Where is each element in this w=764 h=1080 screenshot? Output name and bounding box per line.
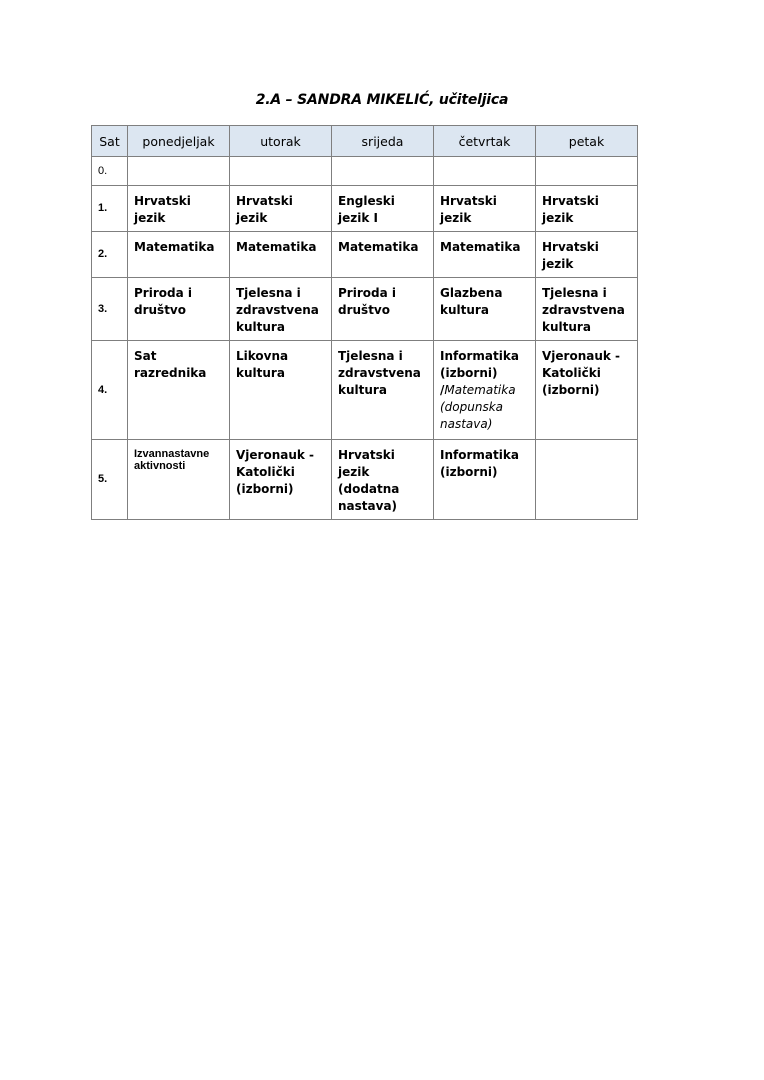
schedule-table [91, 125, 638, 520]
table-cell [230, 157, 332, 186]
header-cell-sat: Sat [92, 126, 128, 157]
header-cell-thursday: četvrtak [434, 126, 536, 157]
table-cell: Priroda i društvo [332, 278, 434, 341]
table-cell: Izvannastavne aktivnosti [128, 440, 230, 520]
table-row [92, 440, 638, 520]
header-cell-tuesday: utorak [230, 126, 332, 157]
header-row [92, 126, 638, 157]
table-cell: Matematika [434, 232, 536, 278]
table-cell: Matematika [230, 232, 332, 278]
period-number: 2. [92, 232, 128, 278]
table-cell [536, 440, 638, 520]
period-number: 0. [92, 157, 128, 186]
table-cell: Matematika [128, 232, 230, 278]
table-cell: Informatika (izborni) [434, 440, 536, 520]
table-cell: Hrvatski jezik (dodatna nastava) [332, 440, 434, 520]
period-number: 4. [92, 341, 128, 440]
table-cell: Hrvatski jezik [434, 186, 536, 232]
table-cell: Glazbena kultura [434, 278, 536, 341]
table-cell: Engleski jezik I [332, 186, 434, 232]
header-cell-friday: petak [536, 126, 638, 157]
table-cell: Hrvatski jezik [536, 186, 638, 232]
cell-note: Matematika (dopunska nastava) [440, 383, 516, 431]
table-row [92, 278, 638, 341]
table-cell: Priroda i društvo [128, 278, 230, 341]
table-cell [434, 157, 536, 186]
table-cell: Hrvatski jezik [230, 186, 332, 232]
period-number: 3. [92, 278, 128, 341]
period-number: 5. [92, 440, 128, 520]
period-number: 1. [92, 186, 128, 232]
table-row [92, 232, 638, 278]
table-cell: Informatika (izborni) /Matematika (dopunska nastava) [434, 341, 536, 440]
table-cell: Likovna kultura [230, 341, 332, 440]
table-row [92, 157, 638, 186]
page-title: 2.A – SANDRA MIKELIĆ, učiteljica [255, 92, 509, 108]
table-cell: Hrvatski jezik [536, 232, 638, 278]
table-cell: Matematika [332, 232, 434, 278]
cell-text: Informatika (izborni) [440, 349, 519, 380]
header-cell-monday: ponedjeljak [128, 126, 230, 157]
table-cell: Tjelesna i zdravstvena kultura [230, 278, 332, 341]
table-cell [536, 157, 638, 186]
table-cell [332, 157, 434, 186]
table-cell: Sat razrednika [128, 341, 230, 440]
table-cell: Tjelesna i zdravstvena kultura [536, 278, 638, 341]
table-cell: Vjeronauk - Katolički (izborni) [230, 440, 332, 520]
table-row [92, 341, 638, 440]
header-cell-wednesday: srijeda [332, 126, 434, 157]
table-cell: Tjelesna i zdravstvena kultura [332, 341, 434, 440]
table-row [92, 186, 638, 232]
table-cell: Vjeronauk - Katolički (izborni) [536, 341, 638, 440]
table-cell [128, 157, 230, 186]
table-cell: Hrvatski jezik [128, 186, 230, 232]
